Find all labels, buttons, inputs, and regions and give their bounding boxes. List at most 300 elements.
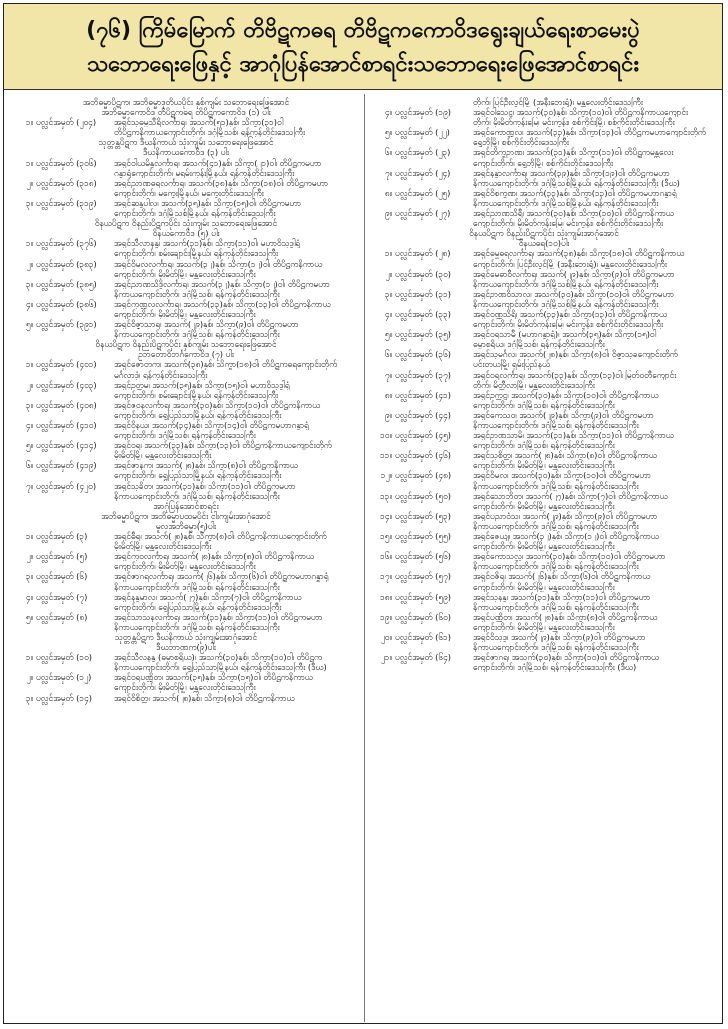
entry-text: အရှင်ဇောတက၊ အသက်(၃၈)နှစ်၊ သိက္ခာ(၁၈)ဝါ၊ တိပိဋကဓရကျောင်းတိုက် <box>114 359 338 370</box>
list-item <box>369 147 719 157</box>
seat-number: ပလ္လင်အမှတ် (၆၀) <box>395 611 451 622</box>
entry-text: ကျောင်းတိုက်၊ မကွေးမြို့နယ်၊ မကွေးတိုင်းဒေသကြီး <box>114 187 264 198</box>
list-item <box>369 248 719 258</box>
entry-text: နိကာယကျောင်းတိုက်၊ ဒဂုံမြို့သစ်၊ ရန်ကုန်တိုင်းဒေသကြီး <box>114 490 280 501</box>
entry-text: အရှင်ဝဏ္ဏသိရိ၊ အသက်(၃၃)နှစ်၊ သိက္ခာ(၁၃)ဝါ၊ တိပိဋကနိကာယ <box>473 308 668 319</box>
entry-continuation <box>10 662 362 672</box>
entry-text: နိကာယကျောင်းတိုက်၊ ဒဂုံမြို့သစ်မြို့နယ်၊ ရန်ကုန်တိုင်းဒေသကြီး <box>473 197 659 208</box>
entry-text: အရှင်သောဘိတ၊ အသက်(၂၇)နှစ်၊ သိက္ခာ(၇)ဝါ၊ တိပိဋကနိကာယ <box>473 490 668 501</box>
list-item <box>369 592 719 602</box>
entry-continuation <box>10 561 362 571</box>
entry-text: အရှင်သာသနလင်္ကာရ၊ အသက်(၃၁)နှစ်၊ သိက္ခာ(၁၁)ဝါ၊ တိပိဋကမဟာ <box>114 611 323 622</box>
entry-continuation <box>369 662 719 672</box>
seat-number: ပလ္လင်အမှတ် (၃၁) <box>395 288 451 299</box>
entry-text: ကျောင်းတိုက်၊ ဒဂုံမြို့သစ်၊ ရန်ကုန်တိုင်းဒေသကြီး (ဒီဃ) <box>473 662 637 673</box>
seat-number: ပလ္လင်အမှတ် (၃၆) <box>395 349 451 360</box>
entry-text: အရှင်ညာဏဓရလင်္ကာရ၊ အသက်(၃၈)နှစ်၊ သိက္ခာ(၁၈)ဝါ၊ တိပိဋကမဟာ <box>114 177 329 188</box>
list-item <box>369 269 719 279</box>
entry-number: ၁။ <box>25 531 33 542</box>
list-item <box>369 511 719 521</box>
entry-continuation <box>369 380 719 390</box>
section-heading: ဥဘတောဝိဘင်္ဂကောဝိဒ (၇) ပါး <box>138 349 234 360</box>
entry-continuation <box>10 450 362 460</box>
entry-continuation <box>369 178 719 188</box>
section-heading: အဘိဓမ္မာပိဋက၊ အဘိဓမ္မာပထမပိုင်း ငါးကျမ်းအာဂုံအောင် <box>101 510 271 521</box>
seat-number: ပလ္လင်အမှတ် (၃၅) <box>395 329 451 340</box>
entry-number: ၁၆။ <box>380 551 392 562</box>
left-column <box>10 97 362 1019</box>
entry-text: အရှင်ဥက္ကဋ္ဌ၊ အသက်(၃၀)နှစ်၊ သိက္ခာ(၁၀)ဝါ၊ တိပိဋကနိကာယ <box>473 389 659 400</box>
entry-text: နိကာယကျောင်းတိုက်၊ ဒဂုံမြို့သစ်၊ ရန်ကုန်တိုင်းဒေသကြီး <box>114 581 280 592</box>
seat-number: ပလ္လင်အမှတ် (၄၀၁) <box>36 359 97 370</box>
entry-number: ၄။ <box>384 107 392 118</box>
seat-number: ပလ္လင်အမှတ် (၃၉၁) <box>36 319 97 330</box>
seat-number: ပလ္လင်အမှတ် (၅၆) <box>395 551 451 562</box>
section-heading: ဝိနယပိဋက ဝိနည်းပိဋကပိုင်း သုံးကျမ်း သဘောရေးဖြေအောင် <box>94 218 278 229</box>
seat-number: ပလ္လင်အမှတ် (၂၈) <box>395 248 451 259</box>
seat-number: ပလ္လင်အမှတ် (၆၁) <box>395 631 451 642</box>
entry-continuation <box>10 582 362 592</box>
entry-text: အရှင်ကုဏ္ဍလလင်္ကာရ၊ အသက်(၃၃)နှစ်၊ သိက္ခာ(၁၃)ဝါ၊ တိပိဋကနိကာယ <box>114 298 331 309</box>
entry-continuation <box>10 329 362 339</box>
list-item <box>10 420 362 430</box>
entry-continuation <box>369 198 719 208</box>
list-item <box>10 460 362 470</box>
entry-text: ကျောင်းတိုက်၊ မိုးမိတ်မြို့၊ မန္တလေးတိုင်းဒေသကြီး <box>114 561 256 572</box>
entry-continuation <box>369 400 719 410</box>
entry-number: ၁၈။ <box>380 591 392 602</box>
seat-number: ပလ္လင်အမှတ် (၅) <box>36 551 88 562</box>
section-heading: သုတ္တန္တပိဋက ဒီဃနိကာယ် သုံးကျမ်း သဘောရေးဖြေအောင် <box>98 137 274 148</box>
entry-number: ၁။ <box>25 157 33 168</box>
entry-continuation <box>369 117 719 127</box>
section-heading: ဝိနယပိဋက ဝိနည်းပိဋကပိုင်း နှစ်ကျမ်း သဘောရေးဖြေအောင် <box>95 339 277 350</box>
entry-text: အရှင်ဆန္ဒပါလ၊ အသက်(၃၅)နှစ်၊ သိက္ခာ(၁၅)ဝါ၊ တိပိဋကမဟာ <box>114 197 301 208</box>
entry-text: ရွှေဘိုမြို့၊ စစ်ကိုင်းတိုင်းဒေသကြီး <box>473 137 569 148</box>
list-item <box>369 410 719 420</box>
seat-number: ပလ္လင်အမှတ် (၁၂) <box>36 672 92 683</box>
list-item <box>10 198 362 208</box>
list-item <box>10 299 362 309</box>
seat-number: ပလ္လင်အမှတ် (၃၇၆) <box>36 238 97 249</box>
seat-number: ပလ္လင်အမှတ် (၄၁၄) <box>36 440 97 451</box>
section-heading: ဝိနယပိဋက ဝိနည်းပိဋကပိုင်း သုံးကျမ်းအာဂုံအောင် <box>469 228 619 239</box>
entry-text: အရှင်ဉာဏဝိသာလ၊ အသက်(၃၀)နှစ်၊ သိက္ခာ(၁၀)ဝါ၊ တိပိဋကမဟာ <box>473 288 674 299</box>
list-item <box>10 259 362 269</box>
entry-text: ကျောင်းတိုက်၊ မိုးမိတ်မြို့၊ မန္တလေးတိုင်းဒေသကြီး <box>473 621 615 632</box>
entry-text: အရှင်ကောဏ္ဍလ၊ အသက်(၃၃)နှစ်၊ သိက္ခာ(၁၃)ဝါ၊ တိပိဋကမဟာကျောင်းတိုက် <box>473 127 707 138</box>
header-title-line1: (၇၆) ကြိမ်မြောက် တိဗိဋကဓရ တိဗိဋကကောဝိဒရွေးချယ်ရေးစာမေးပွဲ <box>86 18 640 43</box>
entry-text: အရှင်ဝရပဏ္ဍိတ၊ အသက်(၃၅)နှစ်၊ သိက္ခာ(၁၅)ဝါ၊ တိပိဋကနိကာယ <box>114 672 313 683</box>
entry-text: အရှင်ကုဝလင်္ကာရ၊ အသက်(၂၈)နှစ်၊ သိက္ခာ(၈)ဝါ၊ တိပိဋကနိကာယ <box>114 551 314 562</box>
entry-number: ၂၀။ <box>380 631 392 642</box>
list-item <box>369 612 719 622</box>
entry-text: အရှင်ဝရသာမီ (မဟာဂန္ဓာရုံ)၊ အသက်(၃၅)နှစ်၊ သိက္ခာ(၁၅)ဝါ <box>473 329 657 340</box>
right-column <box>369 97 719 1019</box>
entry-text: အရှင်သုဓမ္မသီရိလင်္ကာရ၊ အသက်(၅၁)နှစ်၊ သိက္ခာ(၃၁)ဝါ <box>114 117 284 128</box>
entry-continuation <box>10 188 362 198</box>
entry-continuation <box>369 501 719 511</box>
entry-continuation <box>369 218 719 228</box>
list-item <box>369 107 719 117</box>
entry-number: ၄။ <box>25 298 33 309</box>
entry-number: ၁၁။ <box>380 450 392 461</box>
entry-number: ၂။ <box>26 379 33 390</box>
seat-number: ပလ္လင်အမှတ် (၁၉) <box>395 107 451 118</box>
seat-number: ပလ္လင်အမှတ် (၅၉) <box>395 591 451 602</box>
entry-number: ၉။ <box>384 409 392 420</box>
list-item <box>369 329 719 339</box>
entry-continuation <box>369 582 719 592</box>
entry-continuation <box>369 440 719 450</box>
entry-text: အရှင်ဝိဇ္ဇာသာရ၊ အသက်(၂၉)နှစ်၊ သိက္ခာ(၉)ဝါ၊ တိပိဋကမဟာ <box>114 319 299 330</box>
seat-number: ပလ္လင်အမှတ် (၄၈) <box>395 470 452 481</box>
entry-text: အရှင်ပဏ္ဍိတ၊ အသက်(၂၈)နှစ်၊ သိက္ခာ(၈)ဝါ၊ တိပိဋကနိကာယ <box>473 611 658 622</box>
entry-text: အရှင်ဇာဂရလင်္ကာရ၊ အသက်(၂၆)နှစ်၊ သိက္ခာ(၆)ဝါ၊ တိပိဋကမဟာဂန္ဓာရုံ <box>114 571 329 582</box>
seat-number: ပလ္လင်အမှတ် (၅၃) <box>395 510 451 521</box>
entry-number: ၂။ <box>26 672 33 683</box>
list-item <box>369 127 719 137</box>
list-item <box>10 531 362 541</box>
entry-number: ၁၄။ <box>380 510 392 521</box>
entry-continuation <box>10 682 362 692</box>
entry-text: အရှင်ဝိစိတ္တ၊ အသက်(၂၈)နှစ်၊ သိက္ခာ(၈)ဝါ၊ တိပိဋကနိကာယ <box>114 692 295 703</box>
entry-number: ၄။ <box>384 308 392 319</box>
entry-text: တိုက်၊ မိုးမိတ်ကုန်းမြေ၊ မင်းကွန်း၊ စစ်ကိုင်းမြို့၊ စစ်ကိုင်းတိုင်းဒေသကြီး <box>473 117 675 128</box>
entry-continuation <box>369 299 719 309</box>
entry-text: ကျောင်းတိုက်၊ ရွှေပြည်သာမြို့နယ်၊ ရန်ကုန်တိုင်းဒေသကြီး <box>114 409 282 420</box>
entry-number: ၈။ <box>384 187 392 198</box>
entry-text: အရှင်ပညာဝံသ၊ အသက်(၂၉)နှစ်၊ သိက္ခာ(၉)ဝါ၊ တိပိဋကမဟာ <box>473 510 658 521</box>
entry-text: နိကာယကျောင်းတိုက်၊ ဒဂုံမြို့သစ်၊ ရန်ကုန်တိုင်းဒေသကြီး <box>473 480 639 491</box>
entry-continuation <box>10 470 362 480</box>
entry-text: အရှင်ကေသဝ၊ အသက်(၂၉)နှစ်၊ သိက္ခာ(၉)ဝါ၊ တိပိဋကမဟာ <box>473 409 654 420</box>
entry-number: ၃။ <box>25 692 33 703</box>
entry-number: ၆။ <box>384 147 392 158</box>
entry-text: ကျောင်းတိုက်၊ ဒဂုံမြို့သစ်၊ ရန်ကုန်တိုင်းဒေသကြီး <box>114 430 256 441</box>
seat-number: ပလ္လင်အမှတ် (၄၀၃) <box>36 379 97 390</box>
list-item <box>369 289 719 299</box>
list-item <box>10 440 362 450</box>
seat-number: ပလ္လင်အမှတ် (၄၁) <box>395 389 451 400</box>
seat-number: ပလ္လင်အမှတ် (၃၁၈) <box>36 177 97 188</box>
list-item <box>10 359 362 369</box>
entry-number: ၂။ <box>26 258 33 269</box>
list-item <box>369 168 719 178</box>
entry-continuation <box>369 420 719 430</box>
seat-number: ပလ္လင်အမှတ် (၄၂၀) <box>36 480 97 491</box>
entry-continuation <box>369 521 719 531</box>
entry-text: အရှင်သုစိတ္တ၊ အသက်(၂၈)နှစ်၊ သိက္ခာ(၈)ဝါ၊ တိပိဋကနိကာယ <box>473 450 657 461</box>
entry-text: နိကာယကျောင်းတိုက်၊ ဒဂုံမြို့သစ်မြို့နယ်၊ ရန်ကုန်တိုင်းဒေသကြီး <box>473 298 659 309</box>
entry-number: ၄။ <box>25 591 33 602</box>
seat-number: ပလ္လင်အမှတ် (၃၁၉) <box>36 197 97 208</box>
entry-number: ၁။ <box>25 117 33 128</box>
entry-text: အရှင်ဇေယျ၊ အသက်(၃၂)နှစ်၊ သိက္ခာ(၁၂)ဝါ၊ တိပိဋကနိကာယ <box>473 531 659 542</box>
entry-text: တိပိဋကနိကာယကျောင်းတိုက်၊ ဒဂုံမြို့သစ်၊ ရန်ကုန်တိုင်းဒေသကြီး <box>114 127 306 138</box>
list-item <box>369 370 719 380</box>
seat-number: ပလ္လင်အမှတ် (၃) <box>36 531 88 542</box>
entry-text: မိုးမိတ်မြို့၊ မန္တလေးတိုင်းဒေသကြီး <box>114 541 212 552</box>
entry-text: အရှင်ဝရလင်္ကာရ၊ အသက်(၃၃)နှစ်၊ သိက္ခာ(၁၃)ဝါ၊ မြတ်ဝတီကျောင်း <box>473 369 677 380</box>
entry-number: ၉။ <box>384 208 392 219</box>
entry-text: ကျောင်းတိုက်၊ မိုးမိတ်မြို့၊ မန္တလေးတိုင်းဒေသကြီး <box>114 682 256 693</box>
list-item <box>369 652 719 662</box>
entry-continuation <box>369 460 719 470</box>
entry-text: ကျောင်းတိုက်၊ မိုးမိတ်ကုန်းမြေ၊ မင်းကွန်း၊ စစ်ကိုင်းတိုင်းဒေသကြီး <box>473 319 664 330</box>
entry-text: အရှင်ညာဏသိရီ၊ အသက်(၃၀)နှစ်၊ သိက္ခာ(၁၀)ဝါ၊ တိပိဋကနိကာယ <box>473 208 674 219</box>
entry-text: နိကာယကျောင်းတိုက်၊ ဒဂုံမြို့သစ်မြို့နယ်၊ ရန်ကုန်တိုင်းဒေသကြီး (ဒီဃ) <box>473 177 680 188</box>
seat-number: ပလ္လင်အမှတ် (၃၈၃) <box>36 258 97 269</box>
entry-continuation <box>10 491 362 501</box>
entry-number: ၅။ <box>25 440 33 451</box>
entry-text: အရှင်ဝိမလလင်္ကာရ၊ အသက်(၃၂)နှစ်၊ သိက္ခာ(၁၂)ဝါ၊ တိပိဋကနိကာယ <box>114 258 323 269</box>
entry-text: နိကာယကျောင်းတိုက်၊ ဒဂုံမြို့သစ်၊ ရန်ကုန်တိုင်းဒေသကြီး <box>473 520 639 531</box>
entry-text: အရှင်ဝါယမိန္ဒလင်္ကာရ၊ အသက်(၄၁)နှစ်၊ သိက္ခာ(၂၁)ဝါ၊ တိပိဋကမဟာ <box>114 157 322 168</box>
entry-number: ၇။ <box>384 167 392 178</box>
entry-continuation <box>10 309 362 319</box>
seat-number: ပလ္လင်အမှတ် (၃၀) <box>395 268 451 279</box>
entry-number: ၁၉။ <box>380 611 392 622</box>
entry-number: ၈။ <box>384 389 392 400</box>
entry-continuation <box>10 269 362 279</box>
entry-number: ၁။ <box>25 652 33 663</box>
entry-continuation <box>369 97 719 107</box>
section-heading: ဝိနယကောဝိဒ (၅) ပါး <box>152 228 220 239</box>
list-item <box>10 279 362 289</box>
seat-number: ပလ္လင်အမှတ် (၆၄) <box>395 652 451 663</box>
entry-text: အရှင်ဇာနက၊ အသက်(၂၈)နှစ်၊ သိက္ခာ(၈)ဝါ၊ တိပိဋကနိကာယ <box>114 460 298 471</box>
seat-number: ပလ္လင်အမှတ် (၃၈၆) <box>36 298 97 309</box>
entry-text: ပင်းတယမြို့၊ ရှမ်းပြည်နယ် <box>473 359 551 370</box>
list-item <box>369 491 719 501</box>
entry-text: နိကာယကျောင်းတိုက်၊ ဒဂုံမြို့သစ်၊ ရန်ကုန်တိုင်းဒေသကြီး <box>114 329 280 340</box>
entry-number: ၁။ <box>25 359 33 370</box>
entry-text: ကျောင်းတိုက်၊ မိုးမိတ်မြို့၊ မန္တလေးတိုင်းဒေသကြီး <box>473 581 615 592</box>
seat-number: ပလ္လင်အမှတ် (၂၀၄) <box>36 117 97 128</box>
seat-number: ပလ္လင်အမှတ် (၄၀၈) <box>36 399 97 410</box>
seat-number: ပလ္လင်အမှတ် (၄၁၉) <box>36 460 97 471</box>
entry-number: ၃။ <box>384 288 392 299</box>
list-item <box>10 178 362 188</box>
list-item <box>369 188 719 198</box>
entry-continuation <box>10 602 362 612</box>
entry-text: အရှင်ဝိစက္ခဏ၊ အသက်(၃၃)နှစ်၊ သိက္ခာ(၁၃)ဝါ၊ တိပိဋကမဟာဂန္ဓာရုံ <box>473 187 677 198</box>
entry-text: အရှင်ဝိမလ၊ အသက်(၃၀)နှစ်၊ သိက္ခာ(၁၀)ဝါ၊ တိပိဋကမဟာ <box>473 470 651 481</box>
entry-text: ကျောင်းတိုက်၊ ဒဂုံမြို့သစ်၊ ရန်ကုန်တိုင်းဒေသကြီး <box>473 440 615 451</box>
entry-number: ၂။ <box>385 268 392 279</box>
entry-text: အရှင်ဝိသုဒ္ဓ၊ အသက်(၂၉)နှစ်၊ သိက္ခာ(၉)ဝါ၊ တိပိဋကမဟာ <box>473 631 646 642</box>
entry-continuation <box>10 622 362 632</box>
entry-text: ကျောင်းတိုက်၊ ရွှေပြည်သာမြို့နယ်၊ ရန်ကုန်တိုင်းဒေသကြီး <box>114 470 282 481</box>
entry-continuation <box>10 370 362 380</box>
list-item <box>369 309 719 319</box>
list-item <box>369 571 719 581</box>
section-heading: ဝိနယဓရ(၁၀)ပါး <box>518 238 570 249</box>
list-item <box>10 592 362 602</box>
entry-text: ကျောင်းတိုက်၊ စမ်းချောင်းမြို့နယ်၊ ရန်ကုန်တိုင်းဒေသကြီး <box>114 389 279 400</box>
entry-text: အရှင်ဝဇိရ၊ အသက်(၂၆)နှစ်၊ သိက္ခာ(၆)ဝါ၊ တိပိဋကနိကာယ <box>473 571 651 582</box>
entry-text: အရှင်ဉာဏသာမိ၊ အသက်(၃၁)နှစ်၊ သိက္ခာ(၁၁)ဝါ၊ တိပိဋကနိကာယ <box>473 430 674 441</box>
entry-continuation <box>10 248 362 258</box>
entry-text: တိုက်၊ ပြင်ဦးလွင်မြို့ (အနီးဘေးရုံ)၊ မန္တလေးတိုင်းဒေသကြီး <box>473 97 643 107</box>
list-item <box>10 672 362 682</box>
entry-number: ၃။ <box>25 571 33 582</box>
section-heading: အဘိဓမ္မာကောဝိဒ တိပိဋကဓရ တိပိဋကကောဝိဒ (၁) ပါး <box>101 107 271 118</box>
list-item <box>10 652 362 662</box>
entry-continuation <box>10 289 362 299</box>
entry-text: နိကာယကျောင်းတိုက်၊ ရွှေပြည်သာမြို့နယ်၊ ရန်ကုန်တိုင်းဒေသကြီး (ဒီဃ) <box>114 662 327 673</box>
entry-text: အရှင်ဇာဂရ၊ အသက်(၃၀)နှစ်၊ သိက္ခာ(၁၀)ဝါ၊ တိပိဋကနိကာယ <box>473 652 660 663</box>
entry-text: ကျောင်းတိုက်၊ ဒဂုံမြို့သစ်မြို့နယ်၊ ရန်ကုန်တိုင်းဒေသကြီး <box>114 208 276 219</box>
seat-number: ပလ္လင်အမှတ် (၄၅) <box>395 430 451 441</box>
seat-number: ပလ္လင်အမှတ် (၁၀) <box>36 652 92 663</box>
entry-continuation <box>369 642 719 652</box>
list-item <box>10 400 362 410</box>
seat-number: ပလ္လင်အမှတ် (၁၄) <box>36 692 92 703</box>
seat-number: ပလ္လင်အမှတ် (၄၆) <box>395 450 451 461</box>
list-item <box>10 693 362 703</box>
entry-number: ၄။ <box>25 420 33 430</box>
entry-text: ကျောင်းတိုက်၊ ပြင်ဦးလွင်မြို့ (အနီးဘေးရုံ)၊ မန္တလေးတိုင်းဒေသကြီး <box>473 258 667 269</box>
list-item <box>369 450 719 460</box>
entry-text: ကျောင်းတိုက်၊ ရွှေဘိုမြို့၊ စစ်ကိုင်းတိုင်းဒေသကြီး <box>473 157 614 168</box>
entry-text: မိုးမိတ်မြို့၊ မန္တလေးတိုင်းဒေသကြီး <box>114 450 212 461</box>
entry-number: ၂၁။ <box>380 652 392 663</box>
entry-text: အရှင်ဝိနယ၊ အသက်(၃၄)နှစ်၊ သိက္ခာ(၁၄)ဝါ၊ တိပိဋကမဟာဂန္ဓာရုံ <box>114 420 309 430</box>
list-item <box>10 117 362 127</box>
seat-number: ပလ္လင်အမှတ် (၂၄) <box>395 167 451 178</box>
seat-number: ပလ္လင်အမှတ် (၅၀) <box>395 490 451 501</box>
entry-text: မင်္ဂလာဒုံ၊ ရန်ကုန်တိုင်းဒေသကြီး <box>114 369 208 380</box>
entry-continuation <box>369 359 719 369</box>
entry-text: အရှင်ဇဝနလင်္ကာရ၊ အသက်(၃၀)နှစ်၊ သိက္ခာ(၁၀)ဝါ၊ တိပိဋကနိကာယ <box>114 399 321 410</box>
seat-number: ပလ္လင်အမှတ် (၂၇) <box>395 208 451 219</box>
list-item <box>10 238 362 248</box>
entry-number: ၁၇။ <box>380 571 392 582</box>
entry-text: အရှင်သီလာနန္ဒ၊ အသက်(၃၁)နှစ်၊ သိက္ခာ(၁၁)ဝါ၊ မဟာဝိသုဒ္ဓါရုံ <box>114 238 301 249</box>
seat-number: ပလ္လင်အမှတ် (၈) <box>36 611 88 622</box>
list-item <box>369 470 719 480</box>
entry-text: အရှင်သုမင်္ဂလ၊ အသက်(၂၈)နှစ်၊ သိက္ခာ(၈)ဝါ၊ ဝိဇ္ဇာသုခကျောင်းတိုက် <box>473 349 678 360</box>
section-heading: အဘိဓမ္မာပိဋက၊ အဘိဓမ္မာဒုတိယပိုင်း နှစ်ကျမ်း သဘောရေးဖြေအောင် <box>82 97 290 107</box>
entry-continuation <box>369 561 719 571</box>
list-item <box>369 531 719 541</box>
section-heading: အာဂုံပြန်အောင်စာရင်း <box>153 500 219 511</box>
entry-text: ဂန္ဓာရုံကျောင်းတိုက်၊ မရမ်းကုန်းမြို့နယ်၊ ရန်ကုန်တိုင်းဒေသကြီး <box>114 167 295 178</box>
entry-number: ၁၅။ <box>380 531 392 542</box>
entry-number: ၂။ <box>26 551 33 562</box>
entry-continuation <box>10 208 362 218</box>
entry-text: အရှင်သုခိတ၊ အသက်(၃၁)နှစ်၊ သိက္ခာ(၁၁)ဝါ၊ တိပိဋကမဟာ <box>114 480 296 491</box>
entry-number: ၃။ <box>25 399 33 410</box>
entry-continuation <box>10 410 362 420</box>
entry-number: ၆။ <box>384 349 392 360</box>
seat-number: ပလ္လင်အမှတ် (၃၃) <box>395 308 451 319</box>
entry-number: ၁။ <box>384 248 392 259</box>
list-item <box>369 551 719 561</box>
entry-text: နိကာယကျောင်းတိုက်၊ ဒဂုံမြို့သစ်၊ ရန်ကုန်တိုင်းဒေသကြီး <box>473 642 639 653</box>
entry-continuation <box>369 622 719 632</box>
seat-number: ပလ္လင်အမှတ် (၃၇) <box>395 369 451 380</box>
seat-number: ပလ္လင်အမှတ် (၂၃) <box>395 147 451 158</box>
seat-number: ပလ္လင်အမှတ် (၅၇) <box>395 571 451 582</box>
seat-number: ပလ္လင်အမှတ် (၂၂) <box>395 127 450 138</box>
entry-number: ၁၂။ <box>380 470 392 481</box>
entry-text: ကျောင်းတိုက်၊ ရွှေပြည်သာမြို့နယ်၊ ရန်ကုန်တိုင်းဒေသကြီး <box>114 601 282 612</box>
list-item <box>369 349 719 359</box>
entry-text: ကျောင်းတိုက်၊ မိုးမိတ်ကုန်းမြေ၊ မင်းကွန်း၊ စစ်ကိုင်းတိုင်းဒေသကြီး <box>473 218 664 229</box>
list-item <box>10 571 362 581</box>
section-heading: ဒီဃဘာဏက(၉)ပါး <box>156 642 216 653</box>
entry-continuation <box>369 602 719 612</box>
entry-number: ၅။ <box>25 611 33 622</box>
list-item <box>10 481 362 491</box>
seat-number: ပလ္လင်အမှတ် (၆) <box>36 571 88 582</box>
list-item <box>10 612 362 622</box>
list-item <box>369 430 719 440</box>
list-item <box>10 158 362 168</box>
entry-number: ၁။ <box>25 238 33 249</box>
column-divider <box>364 94 365 1022</box>
section-heading: သုတ္တန္တပိဋက ဒီဃနိကာယ် သုံးကျမ်းအာဂုံအောင် <box>114 631 258 642</box>
entry-continuation <box>369 158 719 168</box>
entry-number: ၅။ <box>384 329 392 340</box>
entry-text: အရှင်ဝရ၊ အသက်(၃၃)နှစ်၊ သိက္ခာ(၁၃)ဝါ၊ တိပိဋကနိကာယကျောင်းတိုက် <box>114 440 332 451</box>
seat-number: ပလ္လင်အမှတ် (၂၅) <box>395 187 451 198</box>
seat-number: ပလ္လင်အမှတ် (၅၅) <box>395 531 451 542</box>
entry-text: ကျောင်းတိုက်၊ မိုးမိတ်မြို့၊ မန္တလေးတိုင်းဒေသကြီး <box>114 268 256 279</box>
list-item <box>369 632 719 642</box>
entry-number: ၅။ <box>384 127 392 138</box>
entry-text: အရှင်ညာဏသိဒ္ဓိလင်္ကာရ၊ အသက်(၃၂)နှစ်၊ သိက္ခာ(၁၂)ဝါ၊ တိပိဋကမဟာ <box>114 278 330 289</box>
entry-continuation <box>10 541 362 551</box>
seat-number: ပလ္လင်အမှတ် (၄၁၀) <box>36 420 97 430</box>
entry-text: နိကာယကျောင်းတိုက်၊ ဒဂုံမြို့သစ်၊ ရန်ကုန်တိုင်းဒေသကြီး <box>473 561 639 572</box>
entry-text: ဓမ္မာစရိယ၊ ဒဂုံမြို့သစ်၊ ရန်ကုန်တိုင်းဒေသကြီး <box>473 339 605 350</box>
entry-continuation <box>369 137 719 147</box>
entry-text: အရှင်ဓီရ၊ အသက်(၂၈)နှစ်၊ သိက္ခာ(၈)ဝါ၊ တိပိဋကနိကာယကျောင်းတိုက် <box>114 531 327 542</box>
entry-text: အရှင်ဝါသေဋ္ဌ၊ အသက်(၃၀)နှစ်၊ သိက္ခာ(၁၀)ဝါ၊ တိပိဋကနိကာယကျောင်း <box>473 107 689 118</box>
entry-text: ကျောင်းတိုက်၊ ဒဂုံမြို့သစ်၊ ရန်ကုန်တိုင်းဒေသကြီး <box>473 399 615 410</box>
entry-continuation <box>369 279 719 289</box>
entry-text: ကျောင်းတိုက်၊ စမ်းချောင်းမြို့နယ်၊ ရန်ကုန်တိုင်းဒေသကြီး <box>114 248 279 259</box>
entry-continuation <box>10 390 362 400</box>
section-heading: ဒီဃနိကာယကောဝိဒ (၃) ပါး <box>142 147 229 158</box>
entry-text: အရှင်ကောသလ္လ၊ အသက်(၃၀)နှစ်၊ သိက္ခာ(၁၀)ဝါ၊ တိပိဋကမဟာ <box>473 551 666 562</box>
entry-number: ၂။ <box>26 177 33 188</box>
entry-text: အရှင်မေဓာဝီလင်္ကာရ၊ အသက်(၂၉)နှစ်၊ သိက္ခာ(၉)ဝါ၊ တိပိဋကမဟာ <box>473 268 675 279</box>
entry-number: ၁၃။ <box>380 490 392 501</box>
list-item <box>10 551 362 561</box>
list-item <box>369 390 719 400</box>
entry-text: နိကာယကျောင်းတိုက်၊ ဒဂုံမြို့သစ်၊ ရန်ကုန်တိုင်းဒေသကြီး <box>473 420 639 430</box>
entry-text: အရှင်နန္ဒာလင်္ကာရ၊ အသက်(၃၉)နှစ်၊ သိက္ခာ(၁၉)ဝါ၊ တိပိဋကမဟာ <box>473 167 670 178</box>
entry-number: ၃။ <box>25 197 33 208</box>
entry-text: အရှင်နန္ဒမာလ၊ အသက်(၂၇)နှစ်၊ သိက္ခာ(၇)ဝါ၊ တိပိဋကနိကာယ <box>114 591 302 602</box>
entry-continuation <box>369 319 719 329</box>
entry-text: အရှင်ဥတ္တမ၊ အသက်(၃၅)နှစ်၊ သိက္ခာ(၁၅)ဝါ၊ မဟာဝိသုဒ္ဓါရုံ <box>114 379 290 390</box>
entry-continuation <box>369 339 719 349</box>
entry-number: ၆။ <box>25 460 33 471</box>
entry-text: နိကာယကျောင်းတိုက်၊ ဒဂုံမြို့သစ်၊ ရန်ကုန်တိုင်းဒေသကြီး <box>114 621 280 632</box>
entry-number: ၇။ <box>25 480 33 491</box>
entry-text: တိုက်၊ မိတ္ထီလာမြို့၊ မန္တလေးတိုင်းဒေသကြီး <box>473 379 595 390</box>
page-header <box>4 4 722 90</box>
header-title-line2: သဘောရေးဖြေနှင့် အာဂုံပြန်အောင်စာရင်းသဘောရေးဖြေအောင်စာရင်း <box>86 52 640 77</box>
entry-text: အရှင်တိက္ခဉာဏ၊ အသက်(၃၁)နှစ်၊ သိက္ခာ(၁၁)ဝါ၊ တိပိဋကမန္တလေး <box>473 147 674 158</box>
entry-text: ကျောင်းတိုက်၊ မိုးမိတ်မြို့၊ မန္တလေးတိုင်းဒေသကြီး <box>473 500 615 511</box>
